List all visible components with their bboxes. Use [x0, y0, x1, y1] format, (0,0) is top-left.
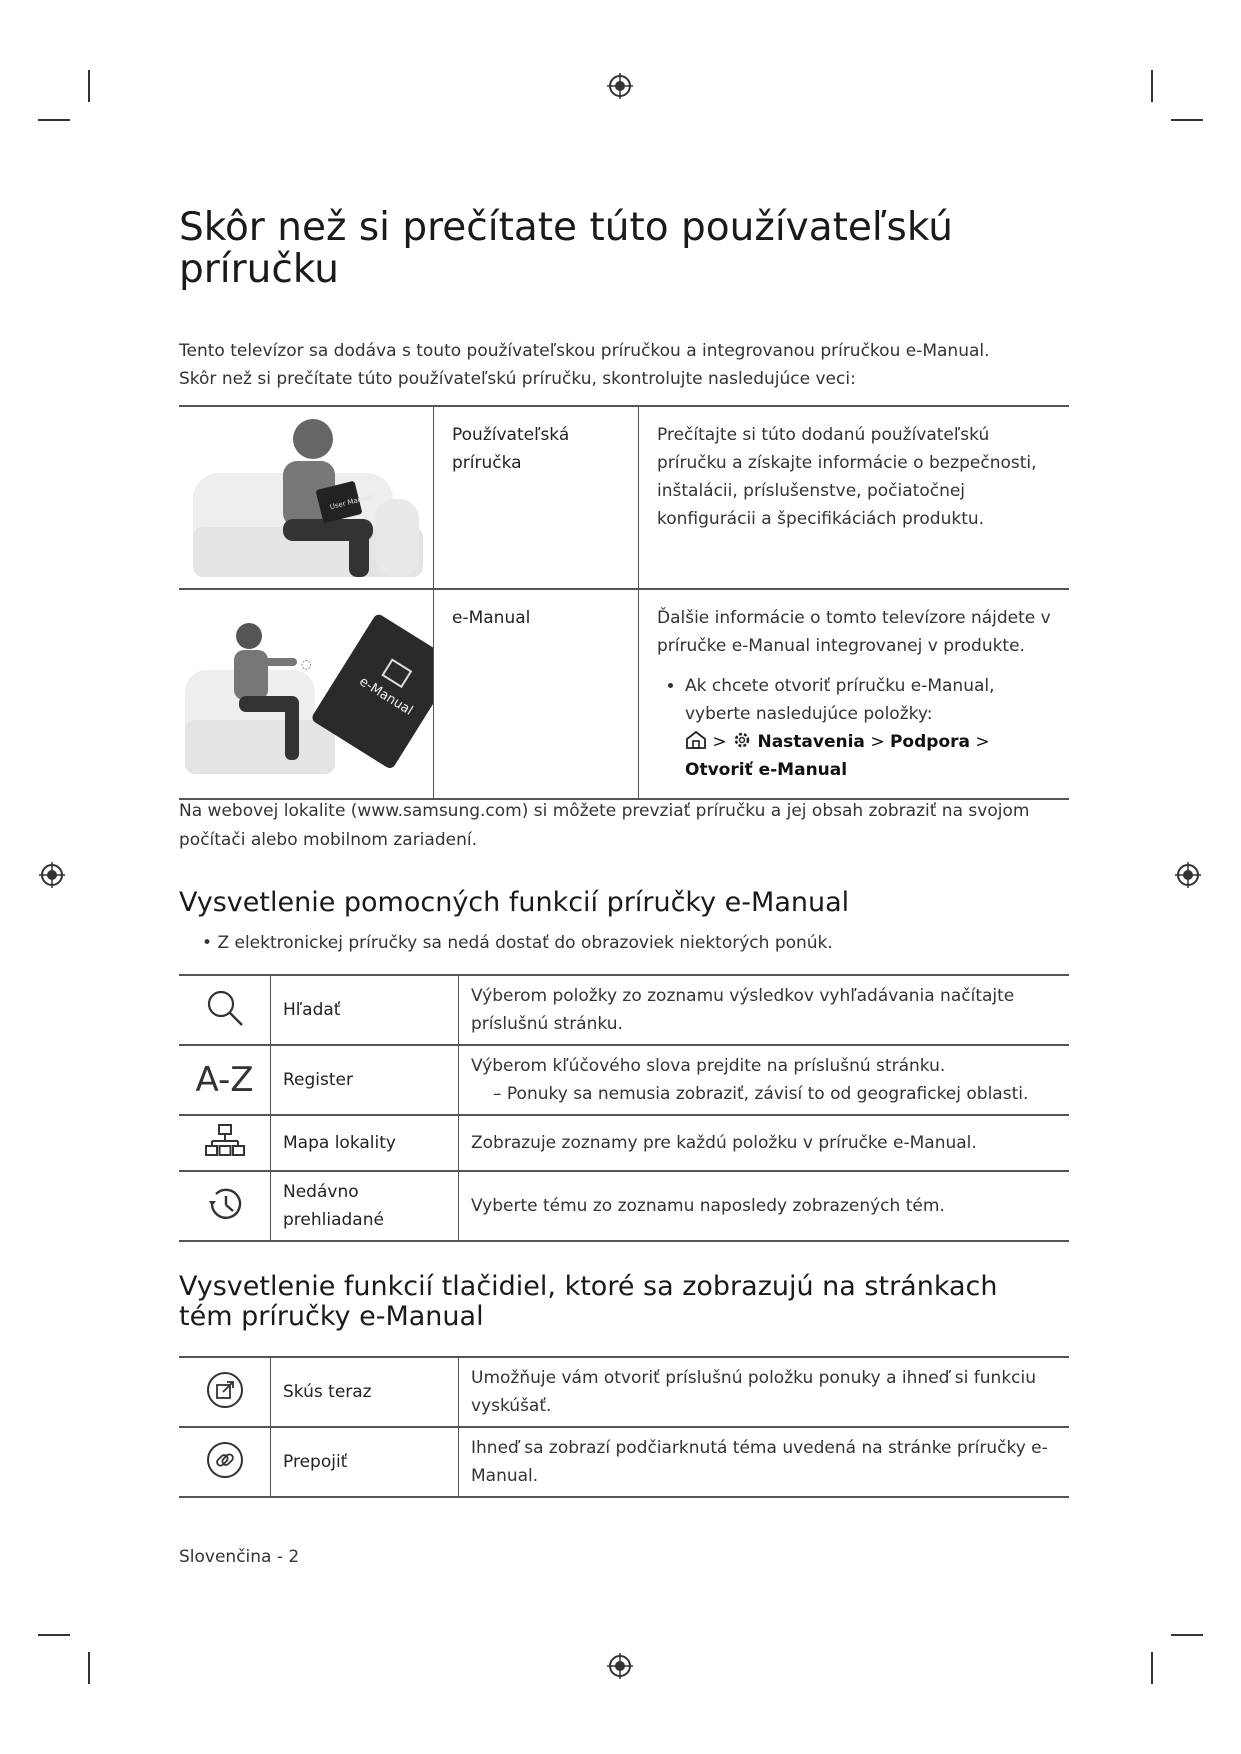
icon-cell	[179, 1357, 271, 1427]
manual-name: Používateľská príručka	[434, 406, 639, 589]
manual-description-cell	[639, 589, 1070, 799]
history-icon	[205, 1184, 245, 1224]
emanual-illustration	[179, 589, 434, 799]
search-icon	[205, 988, 245, 1028]
man-reading-illustration	[179, 407, 433, 583]
table-row	[179, 1115, 1069, 1171]
link-icon	[205, 1440, 245, 1480]
function-description: Umožňuje vám otvoriť príslušnú položku ponuky a ihneď si funkciu vyskúšať.	[471, 1368, 1037, 1416]
crop-mark	[1171, 1634, 1203, 1636]
registration-mark-icon	[39, 862, 65, 888]
icon-cell	[179, 1171, 271, 1241]
user-manual-illustration	[179, 406, 434, 589]
intro-line: Skôr než si prečítate túto používateľskú príručku, skontrolujte nasledujúce veci:	[179, 369, 856, 389]
function-description: Výberom položky zo zoznamu výsledkov vyhľadávania načítajte príslušnú stránku.	[471, 986, 1015, 1034]
function-label: Nedávno prehliadané	[271, 1171, 459, 1241]
page-title: Skôr než si prečítate túto používateľskú príručku	[179, 205, 953, 292]
manual-name: e-Manual	[434, 589, 639, 799]
try-now-icon	[205, 1370, 245, 1410]
crop-mark	[38, 119, 70, 121]
man-watching-tv-illustration	[179, 590, 433, 786]
table-row	[179, 406, 1069, 589]
table-row	[179, 1171, 1069, 1241]
function-description: Výberom kľúčového slova prejdite na príslušnú stránku.	[471, 1056, 946, 1076]
icon-cell	[179, 975, 271, 1045]
function-label: Prepojiť	[271, 1427, 459, 1497]
tv-screen-text: e-Manual	[356, 674, 416, 719]
menu-path	[685, 732, 990, 780]
section-heading: Vysvetlenie funkcií tlačidiel, ktoré sa zobrazujú na stránkach tém príručky e-Manual	[179, 1271, 998, 1332]
crop-mark	[88, 70, 90, 102]
table-row	[179, 975, 1069, 1045]
helper-functions-table	[179, 974, 1069, 1242]
crop-mark	[88, 1652, 90, 1684]
manual-description: Prečítajte si túto dodanú používateľskú príručku a získajte informácie o bezpečnosti, inštalácii, príslušenstve, počiatočnej konfigurácii a špecifikáciách produktu.	[657, 425, 1037, 529]
book-text: User Manual	[329, 492, 374, 512]
table-row	[179, 1427, 1069, 1497]
registration-mark-icon	[607, 73, 633, 99]
table-row	[179, 1045, 1069, 1115]
az-index-icon: A-Z	[195, 1060, 254, 1100]
crop-mark	[38, 1634, 70, 1636]
bullet-text: Ak chcete otvoriť príručku e-Manual, vyberte nasledujúce položky:	[685, 676, 995, 724]
path-settings: Nastavenia	[757, 732, 865, 752]
section-heading: Vysvetlenie pomocných funkcií príručky e-Manual	[179, 887, 850, 918]
registration-mark-icon	[607, 1653, 633, 1679]
list-item	[685, 672, 1051, 784]
manual-types-table	[179, 405, 1069, 800]
sitemap-icon	[205, 1123, 245, 1159]
icon-cell	[179, 1427, 271, 1497]
table-row	[179, 1357, 1069, 1427]
bullet-list	[657, 672, 1051, 784]
function-label: Register	[271, 1045, 459, 1115]
crop-mark	[1151, 1652, 1153, 1684]
function-description: Ihneď sa zobrazí podčiarknutá téma uvedená na stránke príručky e-Manual.	[471, 1438, 1048, 1486]
function-label: Skús teraz	[271, 1357, 459, 1427]
icon-cell	[179, 1045, 271, 1115]
crop-mark	[1151, 70, 1153, 102]
function-description-cell	[459, 1045, 1070, 1115]
svg-text:◌: ◌	[301, 657, 312, 671]
function-description: Zobrazuje zoznamy pre každú položku v príručke e-Manual.	[471, 1133, 977, 1153]
intro-line: Tento televízor sa dodáva s touto používateľskou príručkou a integrovanou príručkou e-Manual.	[179, 341, 990, 361]
path-separator: >	[975, 732, 990, 752]
path-support: Podpora	[889, 732, 970, 752]
function-label: Mapa lokality	[271, 1115, 459, 1171]
path-separator: >	[712, 732, 727, 752]
section-note-text: Z elektronickej príručky sa nedá dostať do obrazoviek niektorých ponúk.	[217, 933, 833, 953]
crop-mark	[1171, 119, 1203, 121]
path-open-emanual: Otvoriť e-Manual	[685, 760, 848, 780]
table-row	[179, 589, 1069, 799]
registration-mark-icon	[1175, 862, 1201, 888]
section-note: • Z elektronickej príručky sa nedá dostať do obrazoviek niektorých ponúk.	[202, 933, 833, 953]
button-functions-table	[179, 1356, 1069, 1498]
function-description: Vyberte tému zo zoznamu naposledy zobrazených tém.	[471, 1196, 945, 1216]
path-separator: >	[870, 732, 885, 752]
gear-icon	[732, 730, 752, 750]
page-footer: Slovenčina - 2	[179, 1547, 300, 1567]
web-note: Na webovej lokalite (www.samsung.com) si môžete prevziať príručku a jej obsah zobraziť na svojom počítači alebo mobilnom zariadení.	[179, 801, 1030, 850]
intro	[179, 337, 1079, 393]
function-label: Hľadať	[271, 975, 459, 1045]
function-subnote: – Ponuky sa nemusia zobraziť, závisí to od geografickej oblasti.	[493, 1084, 1029, 1104]
icon-cell	[179, 1115, 271, 1171]
home-icon	[685, 730, 707, 750]
manual-description: Ďalšie informácie o tomto televízore nájdete v príručke e-Manual integrovanej v produkte.	[657, 608, 1051, 656]
